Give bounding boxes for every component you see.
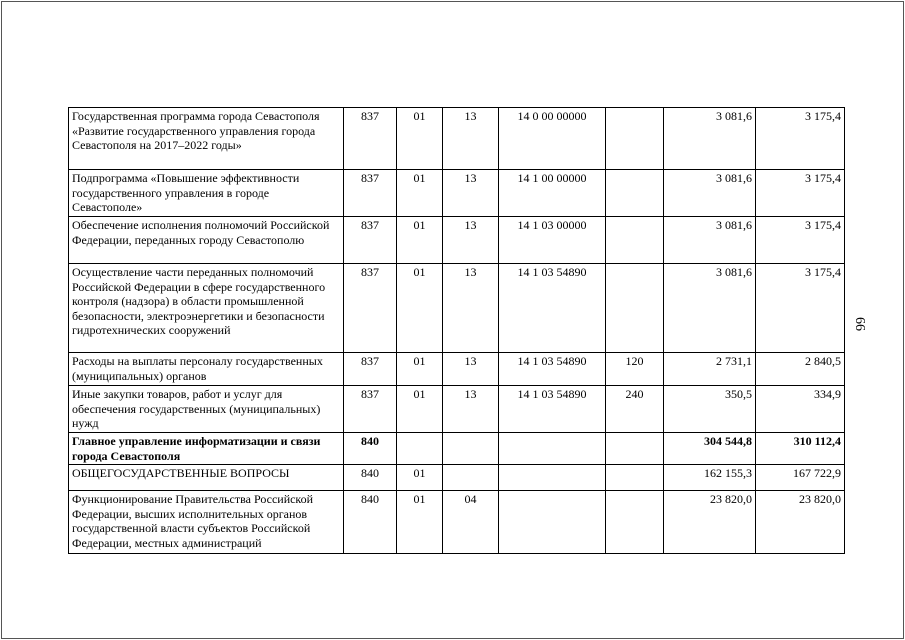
table-row xyxy=(69,491,845,554)
section-code: 01 xyxy=(397,386,443,433)
target-code: 14 1 03 54890 xyxy=(499,386,606,433)
ministry-code: 837 xyxy=(344,108,397,170)
amount-year1: 3 081,6 xyxy=(664,170,756,217)
section-code: 01 xyxy=(397,264,443,353)
amount-year2: 334,9 xyxy=(756,386,845,433)
target-code: 14 1 03 54890 xyxy=(499,264,606,353)
section-code: 01 xyxy=(397,108,443,170)
target-code: 14 1 00 00000 xyxy=(499,170,606,217)
table-row xyxy=(69,108,845,170)
expense-type-code xyxy=(606,433,664,465)
row-name: ОБЩЕГОСУДАРСТВЕННЫЕ ВОПРОСЫ xyxy=(69,465,344,491)
row-name: Расходы на выплаты персоналу государственных (муниципальных) органов xyxy=(69,353,344,386)
expense-type-code xyxy=(606,491,664,554)
expense-type-code xyxy=(606,217,664,264)
target-code: 14 1 03 54890 xyxy=(499,353,606,386)
table-row xyxy=(69,386,845,433)
target-code: 14 0 00 00000 xyxy=(499,108,606,170)
subsection-code: 13 xyxy=(443,170,499,217)
ministry-code: 840 xyxy=(344,465,397,491)
subsection-code xyxy=(443,433,499,465)
ministry-code: 837 xyxy=(344,353,397,386)
subsection-code xyxy=(443,465,499,491)
subsection-code: 13 xyxy=(443,108,499,170)
amount-year1: 3 081,6 xyxy=(664,217,756,264)
section-code: 01 xyxy=(397,491,443,554)
amount-year1: 350,5 xyxy=(664,386,756,433)
amount-year2: 3 175,4 xyxy=(756,264,845,353)
ministry-code: 840 xyxy=(344,491,397,554)
amount-year1: 2 731,1 xyxy=(664,353,756,386)
expense-type-code: 240 xyxy=(606,386,664,433)
target-code xyxy=(499,433,606,465)
amount-year1: 23 820,0 xyxy=(664,491,756,554)
ministry-code: 837 xyxy=(344,386,397,433)
amount-year2: 310 112,4 xyxy=(756,433,845,465)
target-code xyxy=(499,465,606,491)
section-code: 01 xyxy=(397,353,443,386)
target-code xyxy=(499,491,606,554)
amount-year2: 167 722,9 xyxy=(756,465,845,491)
amount-year1: 3 081,6 xyxy=(664,108,756,170)
expense-type-code xyxy=(606,108,664,170)
expense-type-code xyxy=(606,465,664,491)
row-name: Главное управление информатизации и связи города Севастополя xyxy=(69,433,344,465)
table-row xyxy=(69,433,845,465)
section-code: 01 xyxy=(397,465,443,491)
ministry-code: 840 xyxy=(344,433,397,465)
page-number: 66 xyxy=(852,317,867,331)
amount-year2: 3 175,4 xyxy=(756,217,845,264)
target-code: 14 1 03 00000 xyxy=(499,217,606,264)
ministry-code: 837 xyxy=(344,264,397,353)
amount-year1: 304 544,8 xyxy=(664,433,756,465)
ministry-code: 837 xyxy=(344,170,397,217)
amount-year2: 3 175,4 xyxy=(756,108,845,170)
row-name: Иные закупки товаров, работ и услуг для обеспечения государственных (муниципальных) нужд xyxy=(69,386,344,433)
row-name: Государственная программа города Севастополя «Развитие государственного управления города Севастополя на 2017–2022 годы» xyxy=(69,108,344,170)
row-name: Функционирование Правительства Российской Федерации, высших исполнительных органов государственной власти субъектов Российской Федерации, местных администраций xyxy=(69,491,344,554)
budget-table xyxy=(68,107,845,554)
amount-year2: 23 820,0 xyxy=(756,491,845,554)
row-name: Обеспечение исполнения полномочий Российской Федерации, переданных городу Севастополю xyxy=(69,217,344,264)
amount-year2: 2 840,5 xyxy=(756,353,845,386)
subsection-code: 13 xyxy=(443,217,499,264)
section-code: 01 xyxy=(397,217,443,264)
table-row xyxy=(69,264,845,353)
row-name: Осуществление части переданных полномочий Российской Федерации в сфере государственного контроля (надзора) в области промышленной безопасности, электроэнергетики и безопасности гидротехнических сооружений xyxy=(69,264,344,353)
expense-type-code: 120 xyxy=(606,353,664,386)
row-name: Подпрограмма «Повышение эффективности государственного управления в городе Севастополе» xyxy=(69,170,344,217)
amount-year1: 3 081,6 xyxy=(664,264,756,353)
table-row xyxy=(69,217,845,264)
amount-year2: 3 175,4 xyxy=(756,170,845,217)
subsection-code: 13 xyxy=(443,353,499,386)
table-row xyxy=(69,170,845,217)
table-row xyxy=(69,353,845,386)
section-code xyxy=(397,433,443,465)
section-code: 01 xyxy=(397,170,443,217)
subsection-code: 13 xyxy=(443,386,499,433)
table-row xyxy=(69,465,845,491)
expense-type-code xyxy=(606,264,664,353)
amount-year1: 162 155,3 xyxy=(664,465,756,491)
subsection-code: 13 xyxy=(443,264,499,353)
ministry-code: 837 xyxy=(344,217,397,264)
subsection-code: 04 xyxy=(443,491,499,554)
expense-type-code xyxy=(606,170,664,217)
